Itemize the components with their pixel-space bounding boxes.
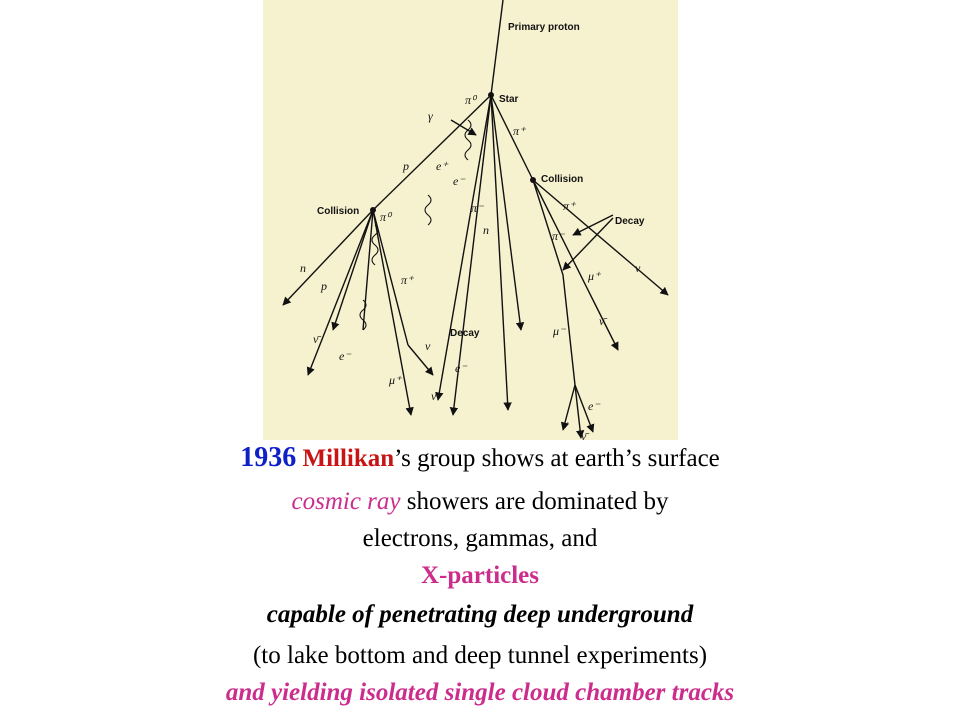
p-top-symbol: p [403,159,409,173]
e-plus-symbol: e⁺ [436,159,448,173]
n-mid-symbol: n [483,223,489,237]
e-minus-right-symbol: e⁻ [588,399,600,413]
e-minus-mid-symbol: e⁻ [455,361,467,375]
p-left-symbol: p [321,279,327,293]
nu-bottom-symbol: ν [563,417,569,431]
star-label: Star [499,94,519,105]
collision-vertex-left [370,207,376,213]
mu-plus-left-symbol: μ⁺ [389,373,402,387]
n-left-symbol: n [300,261,306,275]
pi-plus-left-symbol: π⁺ [401,273,414,287]
gamma-symbol: γ [428,109,433,123]
pi-plus-right-symbol: π⁺ [563,199,576,213]
nubar-left-symbol: ν̄ [313,332,319,346]
pi0-left-symbol: π⁰ [380,210,391,224]
primary-proton-label: Primary proton [508,22,580,33]
e-minus-top-symbol: e⁻ [453,174,465,188]
collision-right-label: Collision [541,174,584,185]
collision-left-label: Collision [317,206,360,217]
caption-year: 1936 [240,442,297,473]
caption-line-3: electrons, gammas, and [362,525,598,552]
pi-minus-mid-symbol: π⁻ [471,201,484,215]
nu-right-symbol: ν [635,261,641,275]
decay-mid-label: Decay [450,328,480,339]
nubar-mid-symbol: ν̄ [431,389,437,403]
star-vertex [488,92,494,98]
nu-left-symbol: ν [425,339,431,353]
mu-minus-right-symbol: μ⁻ [553,324,566,338]
nubar-right-symbol: ν̄ [599,314,605,328]
pi-minus-right-symbol: π⁻ [552,229,565,243]
caption-cosmic-ray: cosmic ray [291,488,401,515]
pi0-top-symbol: π⁰ [465,93,476,107]
decay-right-label: Decay [615,216,645,227]
mu-plus-right-symbol: μ⁺ [588,269,601,283]
cosmic-ray-shower-diagram [263,0,678,440]
caption-line-2 [0,487,960,517]
caption-line-6: (to lake bottom and deep tunnel experiments) [252,642,708,669]
e-minus-left-symbol: e⁻ [339,349,351,363]
nubar-bottom-symbol: ν̄ [581,429,587,440]
caption-name: Millikan [302,445,395,472]
caption-line-7: and yielding isolated single cloud chamber tracks [225,679,735,706]
collision-vertex-right [530,177,536,183]
caption-line-5: capable of penetrating deep underground [266,601,694,628]
caption-line-4: X-particles [420,562,540,589]
caption-line-1 [0,443,960,474]
caption-line2-rest: showers are dominated by [400,488,669,515]
caption-line1-rest: ’s group shows at earth’s surface [394,445,720,472]
pi-plus-top-symbol: π⁺ [513,124,526,138]
